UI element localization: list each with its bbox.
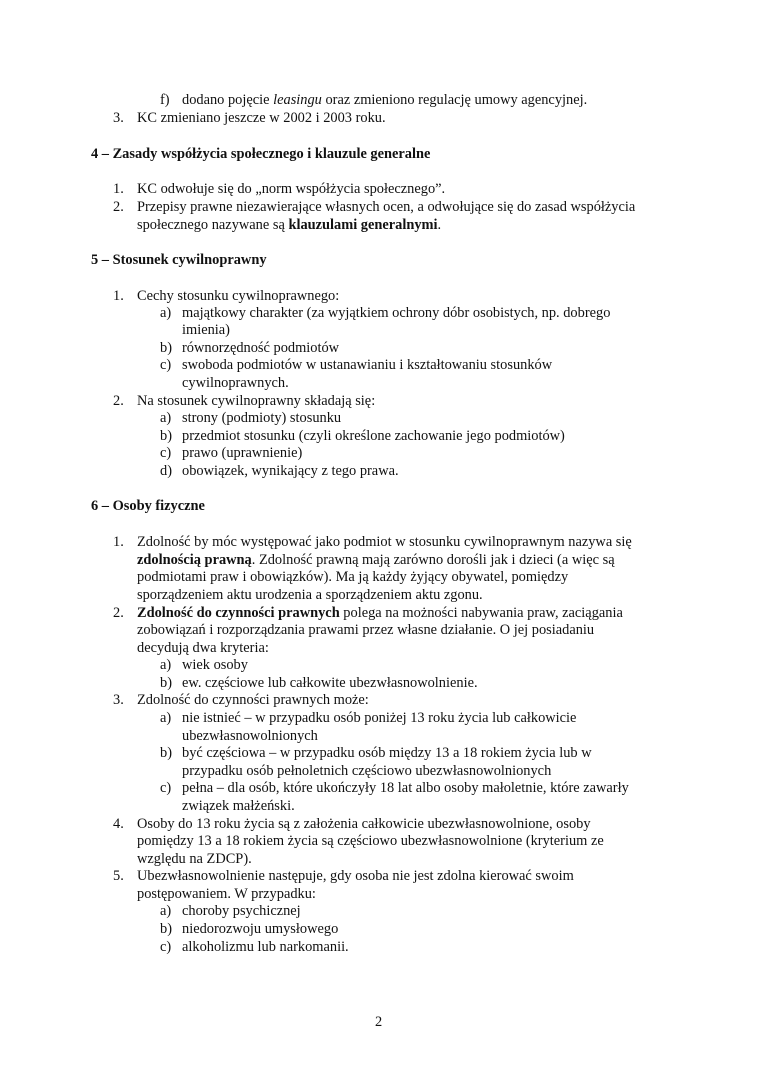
list-marker: a) (160, 410, 172, 426)
list-item-text: związek małżeński. (182, 798, 295, 814)
list-item-text: dodano pojęcie leasingu oraz zmieniono regulację umowy agencyjnej. (182, 92, 588, 108)
section-heading: 4 – Zasady współżycia społecznego i klauzule generalne (91, 146, 431, 162)
list-item-text: zobowiązań i rozporządzania prawami przez własne działanie. O jej posiadaniu (137, 622, 595, 638)
list-marker: 1. (113, 534, 124, 550)
list-item-text: choroby psychicznej (182, 903, 301, 919)
list-marker: b) (160, 428, 172, 444)
list-item-text: ew. częściowe lub całkowite ubezwłasnowolnienie. (182, 675, 478, 691)
list-marker: a) (160, 710, 172, 726)
list-marker: f) (160, 92, 170, 108)
list-item-text: ubezwłasnowolnionych (182, 728, 318, 744)
list-item-text: nie istnieć – w przypadku osób poniżej 13 roku życia lub całkowicie (182, 710, 577, 726)
list-item-text: postępowaniem. W przypadku: (137, 886, 316, 902)
list-item-text: majątkowy charakter (za wyjątkiem ochrony dóbr osobistych, np. dobrego (182, 305, 611, 321)
list-marker: c) (160, 939, 172, 955)
section-heading: 6 – Osoby fizyczne (91, 498, 205, 514)
list-item-text: decydują dwa kryteria: (137, 640, 269, 656)
list-marker: a) (160, 903, 172, 919)
page-number: 2 (375, 1014, 383, 1030)
section-heading: 5 – Stosunek cywilnoprawny (91, 252, 267, 268)
list-marker: 3. (113, 110, 124, 126)
list-item-text: społecznego nazywane są klauzulami generalnymi. (137, 217, 442, 233)
list-marker: b) (160, 340, 172, 356)
list-item-text: imienia) (182, 322, 230, 338)
list-marker: 1. (113, 288, 124, 304)
list-item-text: obowiązek, wynikający z tego prawa. (182, 463, 399, 479)
list-item-text: być częściowa – w przypadku osób między 13 a 18 rokiem życia lub w (182, 745, 592, 761)
list-item-text: KC zmieniano jeszcze w 2002 i 2003 roku. (137, 110, 386, 126)
list-item-text: swoboda podmiotów w ustanawianiu i kształtowaniu stosunków (182, 357, 553, 373)
list-marker: 4. (113, 816, 124, 832)
list-item-text: Osoby do 13 roku życia są z założenia całkowicie ubezwłasnowolnione, osoby (137, 816, 591, 832)
list-item-text: podmiotami praw i obowiązków). Ma ją każdy żyjący obywatel, pomiędzy (137, 569, 569, 585)
list-marker: a) (160, 657, 172, 673)
list-item-text: Ubezwłasnowolnienie następuje, gdy osoba nie jest zdolna kierować swoim (137, 868, 574, 884)
list-item-text: Zdolność do czynności prawnych może: (137, 692, 369, 708)
list-marker: 2. (113, 393, 124, 409)
list-item-text: sporządzeniem aktu urodzenia a sporządzeniem aktu zgonu. (137, 587, 483, 603)
list-marker: c) (160, 445, 172, 461)
list-marker: d) (160, 463, 172, 479)
list-marker: 2. (113, 605, 124, 621)
list-item-text: pomiędzy 13 a 18 rokiem życia są częściowo ubezwłasnowolnione (kryterium ze (137, 833, 604, 849)
list-item-text: wiek osoby (182, 657, 248, 673)
list-item-text: Zdolność do czynności prawnych polega na możności nabywania praw, zaciągania (137, 605, 623, 621)
list-marker: b) (160, 921, 172, 937)
list-marker: b) (160, 675, 172, 691)
list-item-text: pełna – dla osób, które ukończyły 18 lat albo osoby małoletnie, które zawarły (182, 780, 629, 796)
list-item-text: względu na ZDCP). (137, 851, 252, 867)
list-marker: c) (160, 780, 172, 796)
list-item-text: prawo (uprawnienie) (182, 445, 303, 461)
list-item-text: zdolnością prawną. Zdolność prawną mają zarówno dorośli jak i dzieci (a więc są (137, 552, 615, 568)
list-item-text: Cechy stosunku cywilnoprawnego: (137, 288, 340, 304)
list-item-text: cywilnoprawnych. (182, 375, 289, 391)
list-marker: 2. (113, 199, 124, 215)
list-item-text: niedorozwoju umysłowego (182, 921, 339, 937)
list-marker: c) (160, 357, 172, 373)
list-item-text: przedmiot stosunku (czyli określone zachowanie jego podmiotów) (182, 428, 565, 444)
list-marker: b) (160, 745, 172, 761)
list-item-text: KC odwołuje się do „norm współżycia społecznego”. (137, 181, 446, 197)
list-item-text: równorzędność podmiotów (182, 340, 340, 356)
list-item-text: Na stosunek cywilnoprawny składają się: (137, 393, 376, 409)
list-item-text: strony (podmioty) stosunku (182, 410, 342, 426)
list-marker: a) (160, 305, 172, 321)
list-marker: 3. (113, 692, 124, 708)
list-marker: 5. (113, 868, 124, 884)
list-marker: 1. (113, 181, 124, 197)
list-item-text: przypadku osób pełnoletnich częściowo ubezwłasnowolnionych (182, 763, 552, 779)
list-item-text: alkoholizmu lub narkomanii. (182, 939, 349, 955)
list-item-text: Przepisy prawne niezawierające własnych ocen, a odwołujące się do zasad współżycia (137, 199, 636, 215)
list-item-text: Zdolność by móc występować jako podmiot w stosunku cywilnoprawnym nazywa się (137, 534, 632, 550)
